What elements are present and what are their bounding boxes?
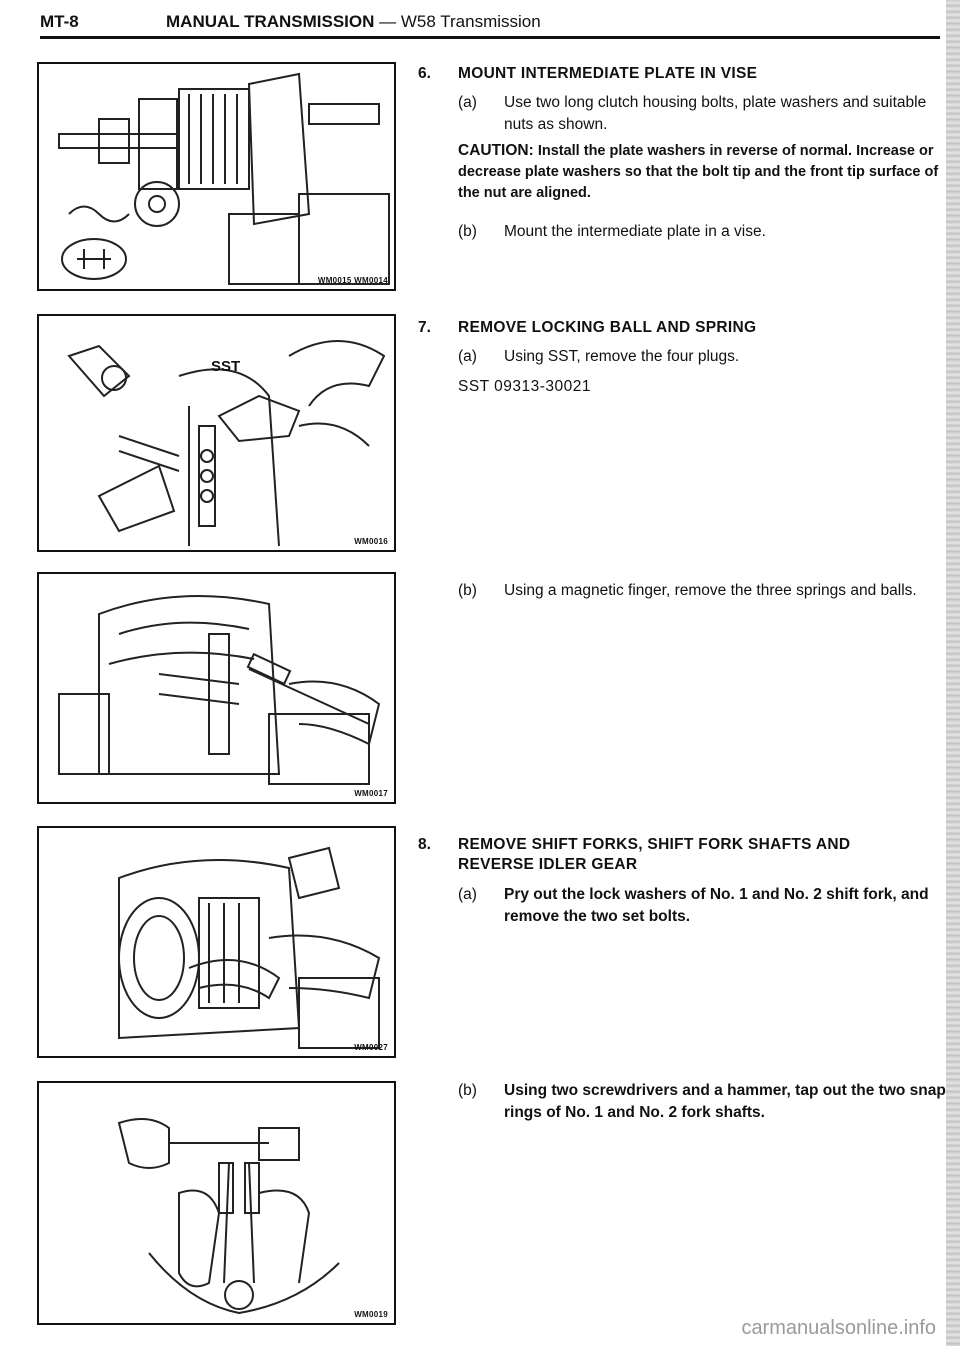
page-header (40, 12, 940, 38)
step-number: 8. (418, 836, 431, 853)
illustration-magnetic-finger (39, 574, 394, 802)
step-title: REMOVE LOCKING BALL AND SPRING (458, 319, 757, 336)
figure-code: WM0016 (354, 537, 388, 546)
substep-text: Pry out the lock washers of No. 1 and No. 2 shift fork, and remove the two set bolts. (504, 886, 929, 925)
step-8a (458, 884, 948, 928)
substep-label: (a) (458, 348, 477, 365)
substep-text: Using SST, remove the four plugs. (504, 348, 740, 365)
page-code: MT-8 (40, 12, 79, 31)
section-title (166, 12, 541, 32)
substep-label: (b) (458, 582, 477, 599)
section-title-rest: — W58 Transmission (374, 12, 541, 31)
substep-text: Using two screwdrivers and a hammer, tap out the two snap rings of No. 1 and No. 2 fork shafts. (504, 1082, 946, 1121)
step-title: MOUNT INTERMEDIATE PLATE IN VISE (458, 65, 758, 82)
step-number: 7. (418, 319, 431, 336)
figure-code: WM0017 (354, 789, 388, 798)
illustration-shift-fork (39, 828, 394, 1056)
substep-text: Using a magnetic finger, remove the three springs and balls. (504, 582, 917, 599)
step-7-heading (418, 318, 938, 338)
step-6b (458, 221, 948, 243)
substep-label: (b) (458, 1082, 477, 1099)
substep-label: (a) (458, 886, 477, 903)
illustration-hammer-screwdrivers (39, 1083, 394, 1323)
illustration-plate-in-vise (39, 64, 394, 289)
substep-text: Use two long clutch housing bolts, plate washers and suitable nuts as shown. (504, 94, 927, 133)
figure-shift-fork (37, 826, 396, 1058)
step-title-line-2: REVERSE IDLER GEAR (458, 856, 638, 873)
sst-label: SST (211, 358, 241, 375)
caution-text: Install the plate washers in reverse of normal. Increase or decrease plate washers so that the bolt tip and the front tip surface of the nut are aligned. (458, 143, 939, 201)
step-6-heading (418, 64, 938, 84)
substep-text: Mount the intermediate plate in a vise. (504, 223, 766, 240)
figure-code: WM0019 (354, 1310, 388, 1319)
section-title-bold: MANUAL TRANSMISSION (166, 12, 375, 31)
step-number: 6. (418, 65, 431, 82)
header-rule (40, 36, 940, 39)
caution-label: CAUTION: (458, 142, 534, 159)
step-8b (458, 1080, 948, 1124)
substep-label: (b) (458, 223, 477, 240)
illustration-sst-wrench (39, 316, 394, 550)
substep-label: (a) (458, 94, 477, 111)
step-6a (458, 92, 948, 136)
step-7a (458, 346, 948, 368)
figure-code: WM0027 (354, 1043, 388, 1052)
figure-code: WM0015 WM0014 (317, 276, 388, 285)
figure-snap-rings (37, 1081, 396, 1325)
figure-intermediate-plate-vise (37, 62, 396, 291)
step-8-heading (418, 835, 938, 875)
watermark: carmanualsonline.info (741, 1317, 936, 1339)
figure-remove-plugs (37, 314, 396, 552)
step-7b (458, 580, 948, 602)
sst-number: SST 09313-30021 (458, 378, 592, 395)
step-6-caution (458, 140, 950, 204)
figure-magnetic-finger (37, 572, 396, 804)
step-title-line-1: REMOVE SHIFT FORKS, SHIFT FORK SHAFTS AND (458, 836, 851, 853)
